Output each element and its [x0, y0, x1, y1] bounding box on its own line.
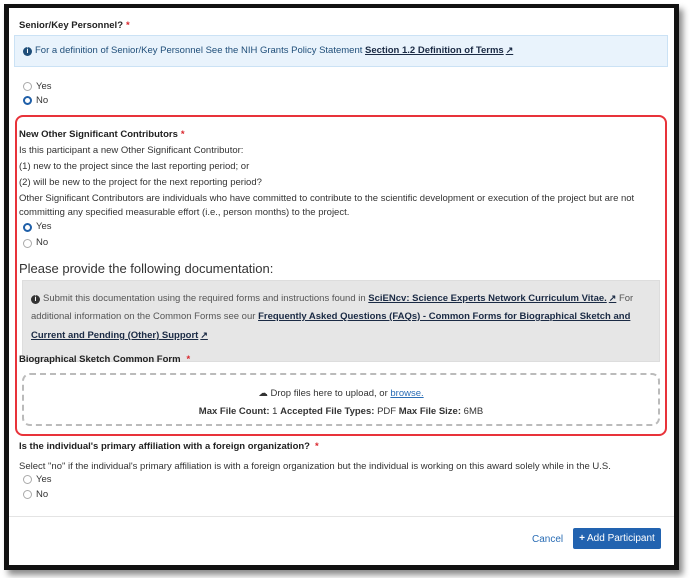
- osc-yes-radio[interactable]: Yes: [23, 220, 659, 234]
- definition-link[interactable]: Section 1.2 Definition of Terms ↗: [365, 45, 514, 56]
- senior-label: Senior/Key Personnel? *: [19, 20, 130, 31]
- participant-dialog: [4, 4, 679, 570]
- sciencv-link[interactable]: SciENcv: Science Experts Network Curriculum Vitae. ↗: [368, 293, 617, 304]
- osc-line: Is this participant a new Other Significant Contributor:: [19, 145, 244, 156]
- cancel-button[interactable]: Cancel: [532, 534, 564, 545]
- osc-line: (1) new to the project since the last reporting period; or: [19, 161, 250, 172]
- osc-no-radio[interactable]: No: [23, 236, 659, 250]
- cloud-upload-icon: ☁: [258, 388, 268, 399]
- add-participant-button[interactable]: + Add Participant: [573, 528, 661, 549]
- info-icon: i: [23, 47, 32, 56]
- foreign-help: Select "no" if the individual's primary affiliation is with a foreign organization but the individual is working on this award solely while in the U.S.: [19, 461, 611, 472]
- plus-icon: +: [579, 533, 585, 544]
- foreign-yes-radio[interactable]: Yes: [23, 472, 52, 486]
- foreign-no-radio[interactable]: No: [23, 487, 52, 501]
- docs-heading: Please provide the following documentation:: [19, 261, 274, 276]
- osc-line: (2) will be new to the project for the next reporting period?: [19, 177, 262, 188]
- faq-link[interactable]: Frequently Asked Questions (FAQs) - Common Forms for Biographical Sketch and Current and Pending (Other) Support ↗: [31, 311, 631, 341]
- browse-link[interactable]: browse.: [390, 388, 424, 399]
- divider: [9, 516, 674, 517]
- upload-label: Biographical Sketch Common Form *: [19, 354, 191, 365]
- foreign-label: Is the individual's primary affiliation with a foreign organization? *: [19, 441, 319, 452]
- osc-line: Other Significant Contributors are individuals who have committed to contribute to the scientific development or execution of the project but are not committing any specified measurable effort (i.e., person months) to the project.: [19, 193, 635, 218]
- senior-no-radio[interactable]: No: [23, 93, 52, 107]
- docs-info-box: i Submit this documentation using the required forms and instructions found in SciENcv: Science Experts Network Curriculum Vitae. ↗ For additional information on the Common Forms see our Frequently Asked Questions (FAQs) - Common Forms for Biographical Sketch and Current and Pending (Other) Support ↗: [22, 280, 660, 362]
- file-dropzone[interactable]: ☁ Drop files here to upload, or browse. Max File Count: 1 Accepted File Types: PDF Max File Size: 6MB: [22, 373, 660, 426]
- info-icon: i: [31, 295, 40, 304]
- external-link-icon: ↗: [505, 45, 514, 55]
- senior-info-box: i For a definition of Senior/Key Personnel See the NIH Grants Policy Statement Section 1.2 Definition of Terms ↗: [14, 35, 668, 67]
- osc-label: New Other Significant Contributors *: [19, 129, 185, 140]
- senior-yes-radio[interactable]: Yes: [23, 79, 52, 93]
